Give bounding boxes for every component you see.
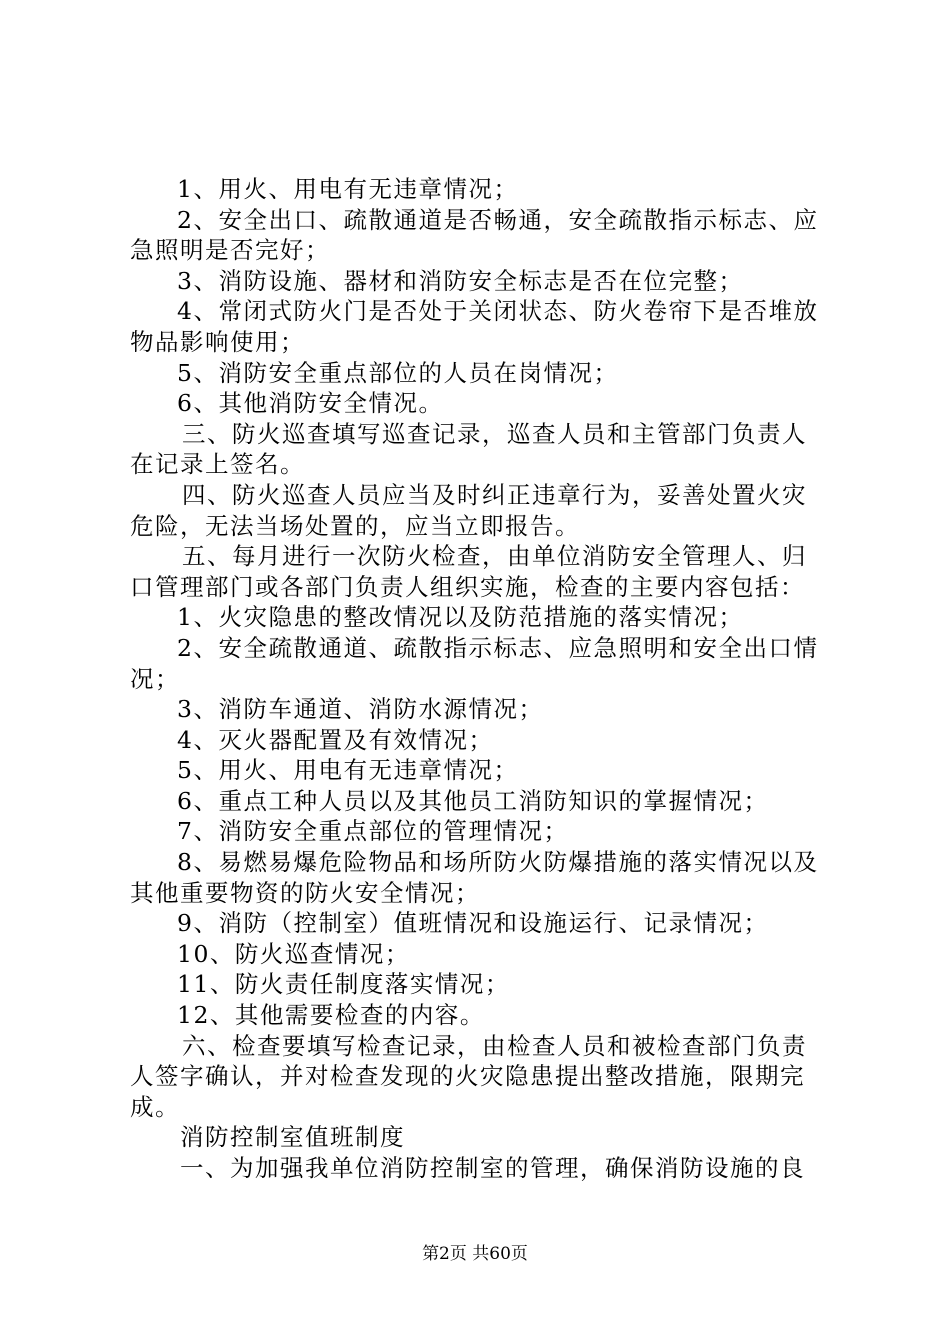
text-line: 8、易燃易爆危险物品和场所防火防爆措施的落实情况以及 — [177, 848, 819, 877]
text-line: 5、用火、用电有无违章情况； — [177, 756, 519, 785]
text-line: 3、消防车通道、消防水源情况； — [177, 695, 544, 724]
text-line: 一、为加强我单位消防控制室的管理，确保消防设施的良 — [180, 1154, 805, 1182]
text-line: 五、每月进行一次防火检查，由单位消防安全管理人、归 — [182, 542, 807, 571]
text-line: 成。 — [130, 1092, 180, 1121]
text-line: 物品影响使用； — [130, 327, 305, 356]
page-footer — [0, 1244, 950, 1264]
text-line: 7、消防安全重点部位的管理情况； — [177, 817, 569, 846]
text-line: 12、其他需要检查的内容。 — [177, 1001, 485, 1030]
text-line: 5、消防安全重点部位的人员在岗情况； — [177, 358, 619, 387]
text-line: 其他重要物资的防火安全情况； — [130, 878, 480, 907]
text-line: 人签字确认，并对检查发现的火灾隐患提出整改措施，限期完 — [130, 1062, 805, 1091]
text-line: 9、消防（控制室）值班情况和设施运行、记录情况； — [177, 909, 769, 938]
text-line: 口管理部门或各部门负责人组织实施，检查的主要内容包括： — [130, 572, 805, 601]
section-title: 消防控制室值班制度 — [180, 1123, 405, 1152]
text-line: 11、防火责任制度落实情况； — [177, 970, 510, 999]
text-line: 4、常闭式防火门是否处于关闭状态、防火卷帘下是否堆放 — [177, 297, 819, 326]
text-line: 6、其他消防安全情况。 — [177, 389, 444, 418]
text-line: 六、检查要填写检查记录，由检查人员和被检查部门负责 — [182, 1031, 807, 1060]
document-body — [130, 174, 830, 1184]
text-line: 危险，无法当场处置的，应当立即报告。 — [130, 511, 580, 540]
text-line: 1、用火、用电有无违章情况； — [177, 175, 519, 203]
text-line: 6、重点工种人员以及其他员工消防知识的掌握情况； — [177, 786, 769, 815]
text-line: 2、安全疏散通道、疏散指示标志、应急照明和安全出口情 — [177, 633, 819, 662]
text-line: 3、消防设施、器材和消防安全标志是否在位完整； — [177, 266, 744, 295]
text-line: 在记录上签名。 — [130, 450, 305, 479]
text-line: 1、火灾隐患的整改情况以及防范措施的落实情况； — [177, 603, 744, 632]
text-line: 急照明是否完好； — [130, 236, 330, 265]
page-number: 第2页 共60页 — [422, 1244, 528, 1264]
text-line: 四、防火巡查人员应当及时纠正违章行为，妥善处置火灾 — [182, 480, 807, 509]
text-line: 4、灭火器配置及有效情况； — [177, 725, 494, 754]
text-line: 10、防火巡查情况； — [177, 939, 410, 968]
text-line: 三、防火巡查填写巡查记录，巡查人员和主管部门负责人 — [182, 419, 807, 448]
text-line: 2、安全出口、疏散通道是否畅通，安全疏散指示标志、应 — [177, 205, 819, 234]
text-line: 况； — [130, 664, 180, 693]
